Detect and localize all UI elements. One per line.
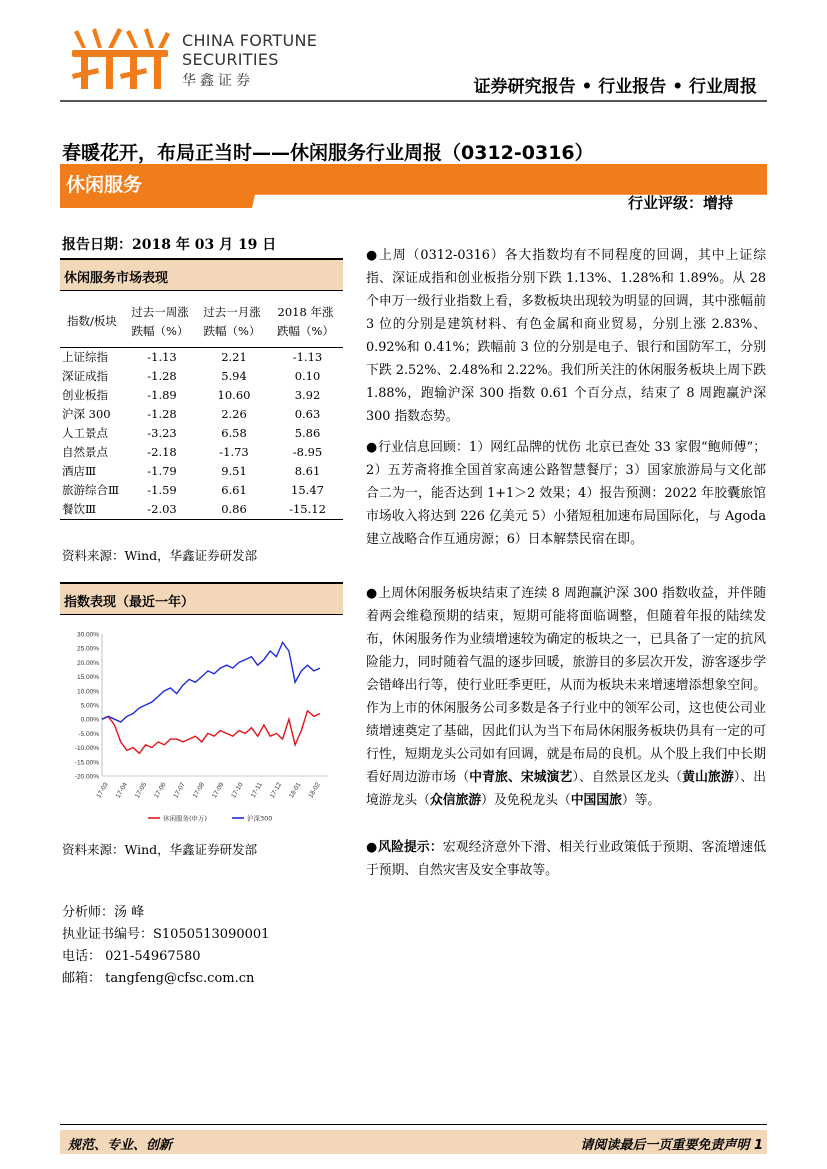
change-cell: 3.92 xyxy=(294,387,321,402)
change-cell: -1.73 xyxy=(219,444,249,459)
index-name-cell: 沪深 300 xyxy=(62,406,111,421)
change-cell: 0.86 xyxy=(221,501,247,516)
index-name-cell: 餐饮Ⅲ xyxy=(62,501,97,516)
x-tick-label: 18-01 xyxy=(288,781,303,800)
risk-text: 宏观经济意外下滑、相关行业政策低于预期、客流增速低于预期、自然灾害及安全事故等。 xyxy=(366,840,767,878)
index-section-heading: 指数表现（最近一年） xyxy=(60,582,343,615)
y-tick-label: 5.00% xyxy=(80,702,99,710)
y-tick-label: 25.00% xyxy=(76,645,99,653)
y-tick-label: -5.00% xyxy=(78,730,99,738)
table-row xyxy=(60,386,343,405)
index-name-cell: 旅游综合Ⅲ xyxy=(62,482,120,497)
chart-source: 资料来源：Wind，华鑫证券研发部 xyxy=(62,842,258,857)
footer-disclaimer[interactable]: 请阅读最后一页重要免责声明 1 xyxy=(580,1138,763,1153)
bullet-icon: ● xyxy=(366,586,378,601)
change-cell: 2.21 xyxy=(221,349,247,364)
col-header: 过去一月涨 跌幅（%） xyxy=(203,304,261,338)
col-header: 2018 年涨 跌幅（%） xyxy=(277,304,334,338)
change-cell: 2.26 xyxy=(221,406,247,421)
change-cell: 5.86 xyxy=(294,425,321,440)
bullet-icon: ● xyxy=(366,840,378,855)
change-cell: 6.58 xyxy=(221,425,247,440)
index-chart xyxy=(62,620,340,830)
change-cell: -2.18 xyxy=(147,444,177,459)
paragraph-industry-news: ●行业信息回顾：1）网红品牌的忧伤 北京已查处 33 家假“鲍师傅”；2）五芳斋将推全国首家高速公路智慧餐厅；3）国家旅游局与文化部合二为一，能否达到 1+1＞2 效果；4）报告预测：2022 年胶囊旅馆市场收入将达到 226 亿美元 5）小猪短租加速布局国际化，与 Agoda 建立战略合作互通房源；6）日本解禁民宿在即。 xyxy=(366,436,766,551)
series-line-leisure xyxy=(102,711,320,754)
x-tick-label: 17-10 xyxy=(230,781,245,800)
change-cell: 6.61 xyxy=(221,482,247,497)
x-tick-label: 17-11 xyxy=(249,781,264,799)
table-row xyxy=(60,481,343,500)
y-tick-label: -20.00% xyxy=(74,773,99,781)
bullet-icon: ● xyxy=(366,440,378,455)
col-header: 指数/板块 xyxy=(67,314,117,329)
change-cell: -1.79 xyxy=(147,463,177,478)
x-tick-label: 17-06 xyxy=(153,781,168,800)
risk-label: 风险提示： xyxy=(378,840,443,855)
table-row xyxy=(60,347,343,367)
market-source: 资料来源：Wind，华鑫证券研发部 xyxy=(62,548,258,563)
x-tick-label: 17-04 xyxy=(114,781,130,800)
table-row xyxy=(60,443,343,462)
brand-name-en: CHINA FORTUNE SECURITIES xyxy=(182,31,318,69)
x-tick-label: 17-08 xyxy=(191,781,207,800)
header-divider xyxy=(60,100,767,102)
market-table xyxy=(60,297,343,520)
table-row xyxy=(60,462,343,481)
change-cell: -1.59 xyxy=(147,482,177,497)
change-cell: 15.47 xyxy=(291,482,324,497)
index-name-cell: 上证综指 xyxy=(62,349,108,364)
table-row xyxy=(60,405,343,424)
footer-divider xyxy=(60,1124,767,1125)
change-cell: 10.60 xyxy=(217,387,251,402)
series-line-csi300 xyxy=(102,643,320,723)
change-cell: 9.51 xyxy=(221,463,247,478)
change-cell: -1.13 xyxy=(147,349,177,364)
analyst-cert: 执业证书编号：S1050513090001 xyxy=(62,927,270,942)
x-tick-label: 17-03 xyxy=(95,781,110,800)
change-cell: 0.10 xyxy=(294,368,321,383)
paragraph-risk xyxy=(366,836,766,882)
footer-slogan: 规范、专业、创新 xyxy=(68,1138,173,1153)
change-cell: -1.28 xyxy=(147,368,177,383)
company-logo xyxy=(68,28,172,90)
index-name-cell: 创业板指 xyxy=(62,387,108,402)
index-name-cell: 深证成指 xyxy=(62,368,108,383)
x-tick-label: 17-12 xyxy=(268,781,284,800)
brand-name-cn: 华鑫证券 xyxy=(182,73,254,89)
report-date: 报告日期：2018 年 03 月 19 日 xyxy=(62,237,277,253)
market-section-heading: 休闲服务市场表现 xyxy=(60,258,343,291)
change-cell: 5.94 xyxy=(221,368,247,383)
x-tick-label: 17-07 xyxy=(172,781,187,800)
analyst-phone: 电话： 021-54967580 xyxy=(62,949,201,964)
change-cell: -1.28 xyxy=(147,406,177,421)
report-title: 春暖花开，布局正当时——休闲服务行业周报（0312-0316） xyxy=(62,142,594,164)
analyst-name: 分析师：汤 峰 xyxy=(62,905,145,920)
change-cell: -8.95 xyxy=(292,444,323,459)
table-header-row xyxy=(60,297,343,347)
y-tick-label: 30.00% xyxy=(76,631,99,639)
y-tick-label: 20.00% xyxy=(76,659,99,667)
legend-label: 沪深300 xyxy=(247,814,273,823)
x-tick-label: 17-09 xyxy=(210,781,226,800)
analyst-info xyxy=(62,902,269,990)
change-cell: 0.63 xyxy=(294,406,321,421)
legend-label: 休闲服务(申万) xyxy=(163,814,208,823)
y-tick-label: 0.00% xyxy=(80,716,99,724)
col-header: 过去一周涨 跌幅（%） xyxy=(131,304,189,338)
table-row xyxy=(60,367,343,386)
index-name-cell: 自然景点 xyxy=(62,444,108,459)
industry-name: 休闲服务 xyxy=(66,174,143,196)
change-cell: -3.23 xyxy=(147,425,177,440)
x-tick-label: 18-02 xyxy=(307,781,322,800)
y-tick-label: 15.00% xyxy=(76,674,99,682)
report-type: 证券研究报告 • 行业报告 • 行业周报 xyxy=(473,77,757,97)
table-row xyxy=(60,424,343,443)
bullet-icon: ● xyxy=(366,248,378,263)
paragraph-outlook: ●上周休闲服务板块结束了连续 8 周跑赢沪深 300 指数收益，并伴随着两会维稳预期的结束，短期可能将面临调整，但随着年报的陆续发布，休闲服务作为业绩增速较为确定的板块之一，已具备了一定的抗风险能力，同时随着气温的逐步回暖，旅游目的多层次开发，游客逐步学会错峰出行等，使行业旺季更旺，从而为板块未来增速增添想象空间。作为上市的休闲服务公司多数是各子行业中的领军公司，这也使公司业绩增速奠定了基础，因此们认为当下布局休闲服务板块仍具有一定的可行性，短期龙头公司如有回调，就是布局的良机。从个股上我们中长期看好周边游市场（中青旅、宋城演艺）、自然景区龙头（黄山旅游）、出境游龙头（众信旅游）及免税龙头（中国国旅）等。 xyxy=(366,582,766,812)
paragraph-market-review: ●上周（0312-0316）各大指数均有不同程度的回调，其中上证综指、深证成指和创业板指分别下跌 1.13%、1.28%和 1.89%。从 28 个申万一级行业指数上看，多数板块出现较为明显的回调，其中涨幅前 3 位的分别是建筑材料、有色金属和商业贸易，分别上涨 2.83%、0.92%和 0.41%；跌幅前 3 位的分别是电子、银行和国防军工，分别下跌 2.52%、2.48%和 2.22%。我们所关注的休闲服务板块上周下跌 1.88%，跑输沪深 300 指数 0.61 个百分点，结束了 8 周跑赢沪深 300 指数态势。 xyxy=(366,244,766,428)
change-cell: -1.89 xyxy=(147,387,177,402)
y-tick-label: -15.00% xyxy=(74,759,99,767)
change-cell: 8.61 xyxy=(294,463,321,478)
y-tick-label: 10.00% xyxy=(76,688,99,696)
table-row xyxy=(60,500,343,520)
x-tick-label: 17-05 xyxy=(133,781,149,800)
y-tick-label: -10.00% xyxy=(74,745,99,753)
analyst-email[interactable]: 邮箱： tangfeng@cfsc.com.cn xyxy=(62,971,255,986)
industry-rating: 行业评级：增持 xyxy=(627,194,733,212)
index-name-cell: 酒店Ⅲ xyxy=(62,463,97,478)
change-cell: -15.12 xyxy=(289,501,326,516)
index-name-cell: 人工景点 xyxy=(62,425,108,440)
change-cell: -1.13 xyxy=(292,349,323,364)
change-cell: -2.03 xyxy=(147,501,177,516)
